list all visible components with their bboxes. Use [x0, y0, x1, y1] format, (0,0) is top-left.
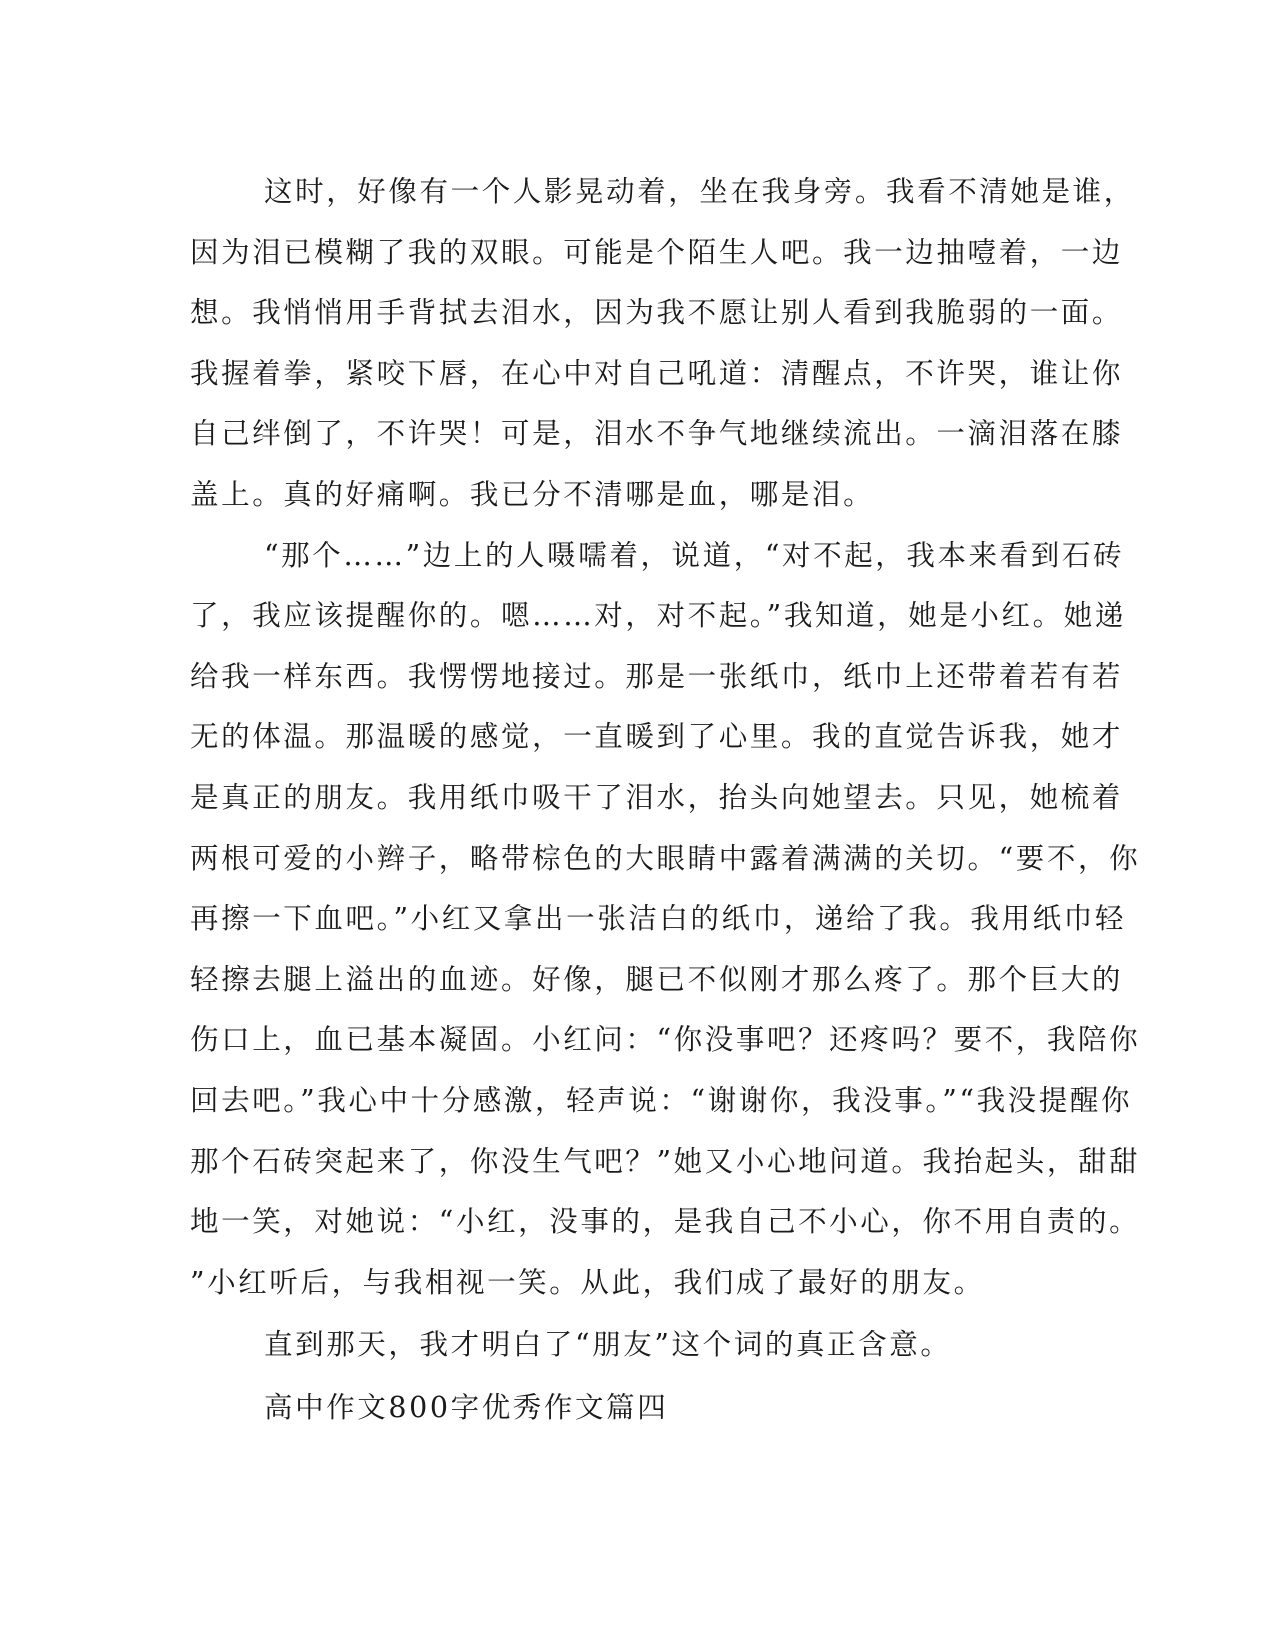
- paragraph-2: [190, 526, 1141, 1314]
- paragraph-1: [190, 162, 1135, 526]
- heading-line: 高中作文800字优秀作文篇四: [264, 1391, 669, 1425]
- paragraph-line: 直到那天，我才明白了“朋友”这个词的真正含意。: [264, 1328, 952, 1362]
- paragraph-line: 因为泪已模糊了我的双眼。可能是个陌生人吧。我一边抽噎着，一边: [190, 235, 1124, 269]
- paragraph-line: 那个石砖突起来了，你没生气吧？”她又小心地问道。我抬起头，甜甜: [190, 1144, 1141, 1178]
- paragraph-line: 无的体温。那温暖的感觉，一直暖到了心里。我的直觉告诉我，她才: [190, 720, 1124, 754]
- section-heading: [190, 1376, 1078, 1439]
- paragraph-line: 想。我悄悄用手背拭去泪水，因为我不愿让别人看到我脆弱的一面。: [190, 296, 1124, 330]
- paragraph-line: 两根可爱的小辫子，略带棕色的大眼睛中露着满满的关切。“要不，你: [190, 841, 1141, 875]
- paragraph-line: 这时，好像有一个人影晃动着，坐在我身旁。我看不清她是谁，: [264, 175, 1135, 208]
- paragraph-line: 我握着拳，紧咬下唇，在心中对自己吼道：清醒点，不许哭，谁让你: [190, 356, 1124, 390]
- paragraph-line: 自己绊倒了，不许哭！可是，泪水不争气地继续流出。一滴泪落在膝: [190, 417, 1124, 451]
- paragraph-line: 了，我应该提醒你的。嗯……对，对不起。”我知道，她是小红。她递: [190, 599, 1126, 633]
- paragraph-line: 伤口上，血已基本凝固。小红问：“你没事吧？还疼吗？要不，我陪你: [190, 1023, 1141, 1057]
- paragraph-line: ”小红听后，与我相视一笑。从此，我们成了最好的朋友。: [190, 1265, 985, 1299]
- paragraph-line: 轻擦去腿上溢出的血迹。好像，腿已不似刚才那么疼了。那个巨大的: [190, 962, 1124, 996]
- paragraph-line: 盖上。真的好痛啊。我已分不清哪是血，哪是泪。: [190, 477, 875, 511]
- essay-body: [190, 162, 1141, 1439]
- paragraph-line: “那个……”边上的人嗫嚅着，说道，“对不起，我本来看到石砖: [264, 538, 1125, 572]
- paragraph-line: 再擦一下血吧。”小红又拿出一张洁白的纸巾，递给了我。我用纸巾轻: [190, 902, 1126, 936]
- paragraph-line: 给我一样东西。我愣愣地接过。那是一张纸巾，纸巾上还带着若有若: [190, 659, 1124, 693]
- paragraph-3: [190, 1313, 1078, 1376]
- paragraph-line: 地一笑，对她说：“小红，没事的，是我自己不小心，你不用自责的。: [190, 1205, 1141, 1239]
- paragraph-line: 回去吧。”我心中十分感激，轻声说：“谢谢你，我没事。”“我没提醒你: [190, 1083, 1133, 1117]
- paragraph-line: 是真正的朋友。我用纸巾吸干了泪水，抬头向她望去。只见，她梳着: [190, 780, 1124, 814]
